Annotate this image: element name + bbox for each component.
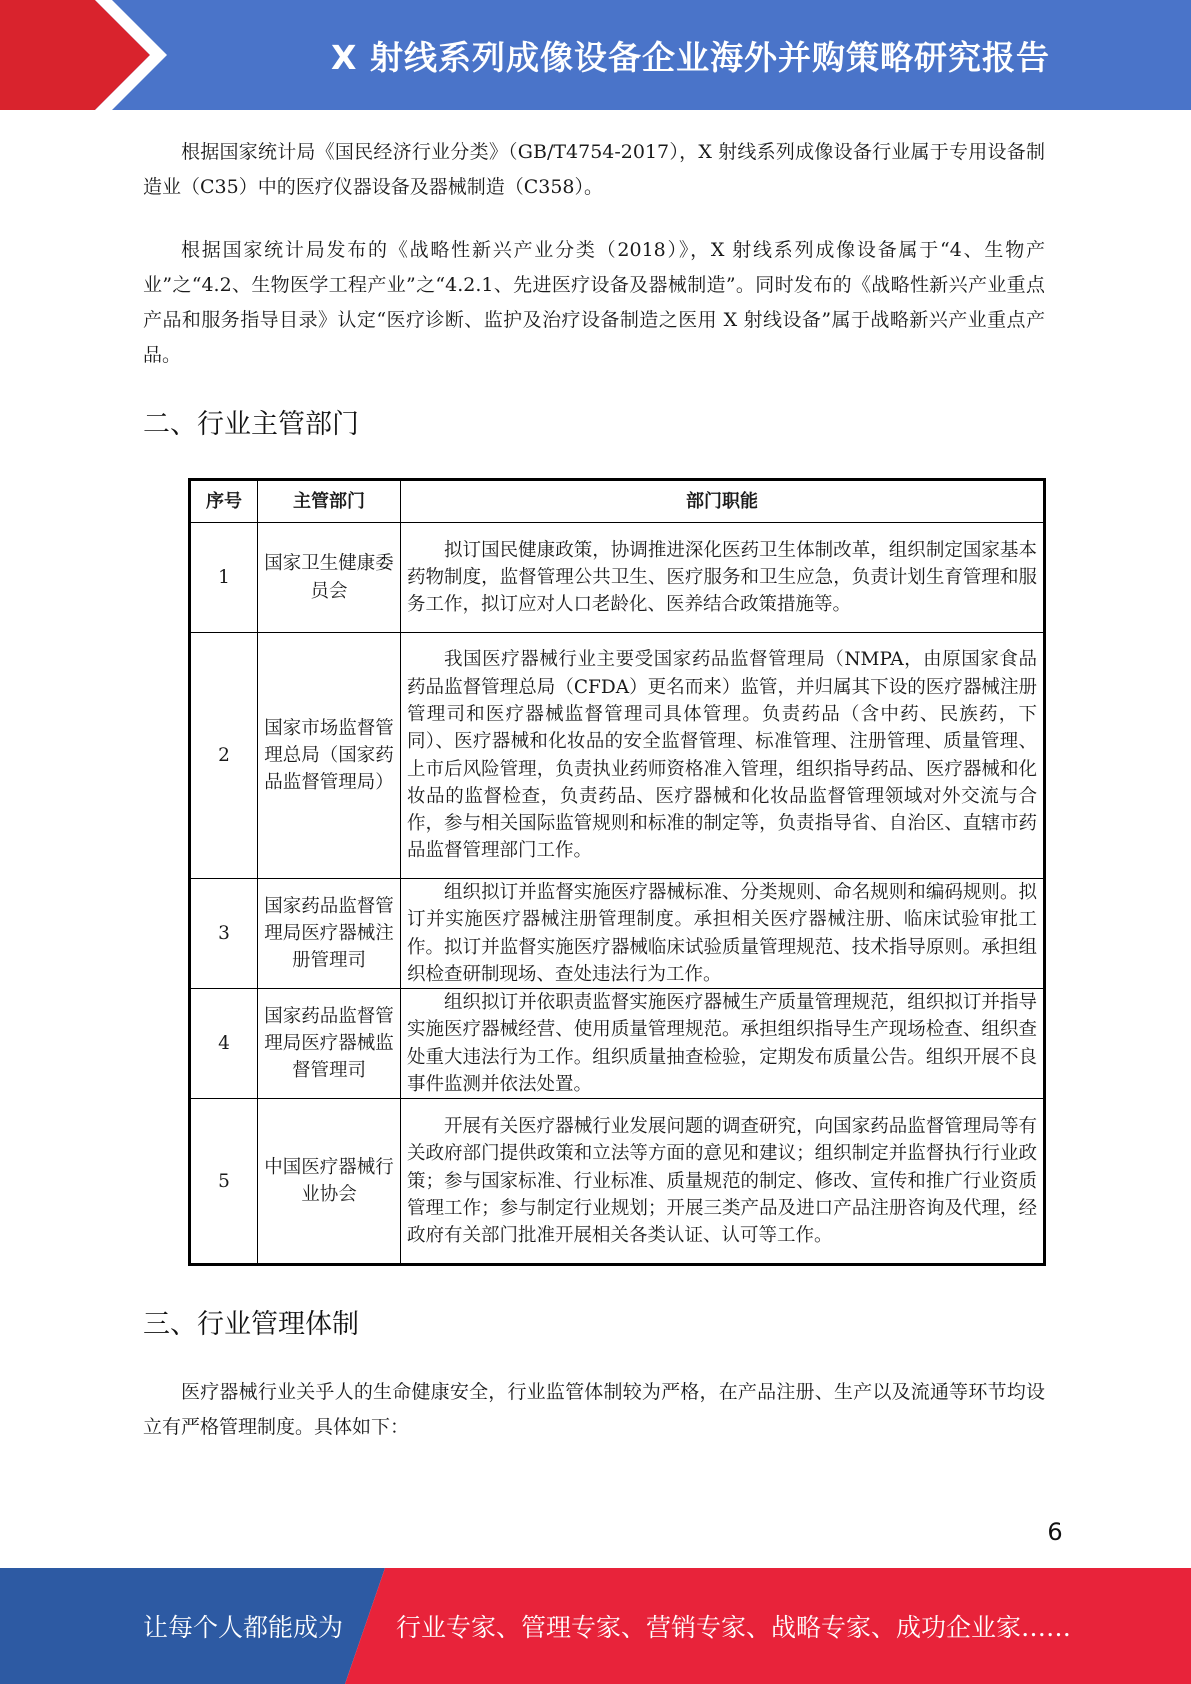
- row-dept: 国家药品监督管理局医疗器械注册管理司: [258, 879, 401, 989]
- header-func: 部门职能: [401, 480, 1045, 523]
- row-no: 2: [190, 633, 258, 879]
- row-func: 组织拟订并监督实施医疗器械标准、分类规则、命名规则和编码规则。拟订并实施医疗器械注册管理制度。承担相关医疗器械注册、临床试验审批工作。拟订并监督实施医疗器械临床试验质量管理规范、技术指导原则。承担组织检查研制现场、查处违法行为工作。: [401, 879, 1045, 989]
- page-footer: [0, 1568, 1191, 1684]
- section-3-paragraph-block: [143, 1375, 1045, 1445]
- section-heading-departments: 二、行业主管部门: [143, 409, 359, 440]
- intro-paragraph-2-block: [143, 233, 1045, 373]
- departments-table: [188, 478, 1046, 1266]
- row-no: 1: [190, 523, 258, 633]
- table-row: [190, 523, 1045, 633]
- row-func: 组织拟订并依职责监督实施医疗器械生产质量管理规范，组织拟订并指导实施医疗器械经营、使用质量管理规范。承担组织指导生产现场检查、组织查处重大违法行为工作。组织质量抽查检验，定期发布质量公告。组织开展不良事件监测并依法处置。: [401, 989, 1045, 1099]
- section-3-block: [143, 1305, 1045, 1345]
- intro-paragraph-1: 根据国家统计局《国民经济行业分类》（GB/T4754-2017），X 射线系列成像设备行业属于专用设备制造业（C35）中的医疗仪器设备及器械制造（C358）。: [143, 141, 1045, 198]
- row-no: 5: [190, 1099, 258, 1265]
- row-dept: 国家药品监督管理局医疗器械监督管理司: [258, 989, 401, 1099]
- page-number: 6: [1047, 1518, 1063, 1546]
- row-func: 开展有关医疗器械行业发展问题的调查研究，向国家药品监督管理局等有关政府部门提供政策和立法等方面的意见和建议；组织制定并监督执行行业政策；参与国家标准、行业标准、质量规范的制定、修改、宣传和推广行业资质管理工作；参与制定行业规划；开展三类产品及进口产品注册咨询及代理，经政府有关部门批准开展相关各类认证、认可等工作。: [401, 1099, 1045, 1265]
- row-no: 3: [190, 879, 258, 989]
- table-row: [190, 1099, 1045, 1265]
- header-dept: 主管部门: [258, 480, 401, 523]
- section-3-paragraph: 医疗器械行业关乎人的生命健康安全，行业监管体制较为严格，在产品注册、生产以及流通等环节均设立有严格管理制度。具体如下：: [143, 1381, 1045, 1438]
- table-row: [190, 989, 1045, 1099]
- row-dept: 国家卫生健康委员会: [258, 523, 401, 633]
- intro-paragraph-2: 根据国家统计局发布的《战略性新兴产业分类（2018）》，X 射线系列成像设备属于“4、生物产业”之“4.2、生物医学工程产业”之“4.2.1、先进医疗设备及器械制造”。同时发布的《战略性新兴产业重点产品和服务指导目录》认定“医疗诊断、监护及治疗设备制造之医用 X 射线设备”属于战略新兴产业重点产品。: [143, 239, 1045, 366]
- table-header-row: [190, 480, 1045, 523]
- footer-slogan-right: 行业专家、管理专家、营销专家、战略专家、成功企业家……: [396, 1613, 1072, 1642]
- section-heading-management-system: 三、行业管理体制: [143, 1309, 359, 1340]
- row-func: 我国医疗器械行业主要受国家药品监督管理局（NMPA，由原国家食品药品监督管理总局（CFDA）更名而来）监管，并归属其下设的医疗器械注册管理司和医疗器械监督管理司具体管理。负责药品（含中药、民族药，下同）、医疗器械和化妆品的安全监督管理、标准管理、注册管理、质量管理、上市后风险管理，负责执业药师资格准入管理，组织指导药品、医疗器械和化妆品的监督检查，负责药品、医疗器械和化妆品监督管理领域对外交流与合作，参与相关国际监管规则和标准的制定等，负责指导省、自治区、直辖市药品监督管理部门工作。: [401, 633, 1045, 879]
- row-dept: 国家市场监督管理总局（国家药品监督管理局）: [258, 633, 401, 879]
- page-header: [0, 0, 1191, 110]
- row-no: 4: [190, 989, 258, 1099]
- row-func: 拟订国民健康政策，协调推进深化医药卫生体制改革，组织制定国家基本药物制度，监督管理公共卫生、医疗服务和卫生应急，负责计划生育管理和服务工作，拟订应对人口老龄化、医养结合政策措施等。: [401, 523, 1045, 633]
- header-arrow-decoration: [0, 0, 200, 110]
- intro-paragraph-1-block: [143, 135, 1045, 205]
- table-row: [190, 633, 1045, 879]
- section-2-block: [143, 405, 1045, 445]
- table-row: [190, 879, 1045, 989]
- report-title: X 射线系列成像设备企业海外并购策略研究报告: [331, 37, 1050, 77]
- header-no: 序号: [190, 480, 258, 523]
- row-dept: 中国医疗器械行业协会: [258, 1099, 401, 1265]
- footer-slogan-left: 让每个人都能成为: [143, 1613, 344, 1642]
